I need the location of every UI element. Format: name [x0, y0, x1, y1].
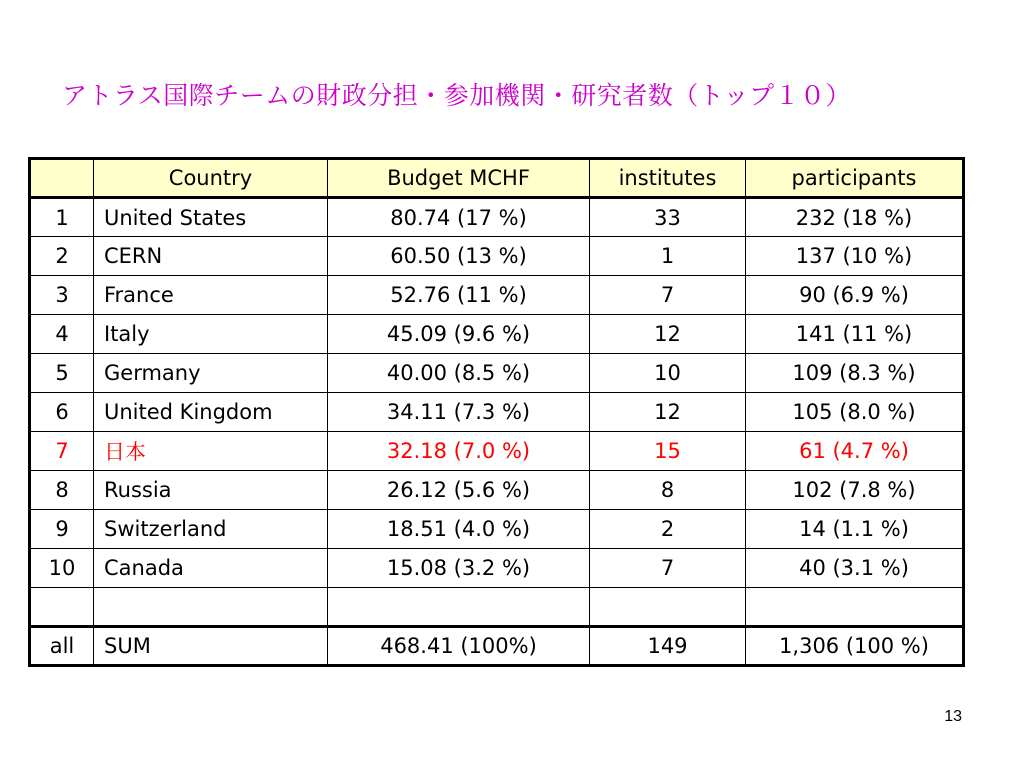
table-row: [30, 354, 964, 393]
cell-budget: 18.51 (4.0 %): [328, 510, 590, 549]
table-row: [30, 549, 964, 588]
table-row-empty: [30, 588, 964, 627]
cell-budget: 15.08 (3.2 %): [328, 549, 590, 588]
cell-participants: 102 (7.8 %): [746, 471, 964, 510]
cell-institutes: 149: [590, 627, 746, 666]
table-row-sum: [30, 627, 964, 666]
budget-table: [28, 157, 965, 667]
cell-institutes: 1: [590, 237, 746, 276]
table-header-row: [30, 159, 964, 198]
cell-institutes: 8: [590, 471, 746, 510]
table-row: [30, 198, 964, 237]
cell-country: United States: [94, 198, 328, 237]
cell-country: Switzerland: [94, 510, 328, 549]
cell-rank: [30, 588, 94, 627]
header-institutes: institutes: [590, 159, 746, 198]
cell-country: SUM: [94, 627, 328, 666]
cell-budget: 45.09 (9.6 %): [328, 315, 590, 354]
cell-rank: 2: [30, 237, 94, 276]
cell-rank: 8: [30, 471, 94, 510]
cell-participants: 61 (4.7 %): [746, 432, 964, 471]
slide-title: アトラス国際チームの財政分担・参加機関・研究者数（トップ１０）: [62, 81, 852, 110]
header-rank: [30, 159, 94, 198]
cell-rank: all: [30, 627, 94, 666]
cell-budget: 40.00 (8.5 %): [328, 354, 590, 393]
cell-participants: 105 (8.0 %): [746, 393, 964, 432]
cell-rank: 10: [30, 549, 94, 588]
page-number: 13: [944, 708, 962, 725]
table-row: [30, 276, 964, 315]
cell-country: Russia: [94, 471, 328, 510]
cell-rank: 7: [30, 432, 94, 471]
cell-budget: 52.76 (11 %): [328, 276, 590, 315]
cell-participants: 109 (8.3 %): [746, 354, 964, 393]
header-country: Country: [94, 159, 328, 198]
cell-participants: 90 (6.9 %): [746, 276, 964, 315]
cell-participants: 40 (3.1 %): [746, 549, 964, 588]
cell-institutes: 7: [590, 276, 746, 315]
cell-country: 日本: [94, 432, 328, 471]
cell-institutes: 33: [590, 198, 746, 237]
cell-country: France: [94, 276, 328, 315]
cell-budget: 80.74 (17 %): [328, 198, 590, 237]
cell-participants: 141 (11 %): [746, 315, 964, 354]
cell-country: United Kingdom: [94, 393, 328, 432]
header-budget: Budget MCHF: [328, 159, 590, 198]
cell-participants: 137 (10 %): [746, 237, 964, 276]
cell-country: Canada: [94, 549, 328, 588]
table-row: [30, 315, 964, 354]
cell-country: [94, 588, 328, 627]
table-row-highlighted: [30, 432, 964, 471]
header-participants: participants: [746, 159, 964, 198]
cell-participants: [746, 588, 964, 627]
cell-budget: 468.41 (100%): [328, 627, 590, 666]
cell-rank: 3: [30, 276, 94, 315]
cell-institutes: 7: [590, 549, 746, 588]
table-row: [30, 471, 964, 510]
cell-budget: 34.11 (7.3 %): [328, 393, 590, 432]
cell-institutes: 12: [590, 393, 746, 432]
cell-budget: 60.50 (13 %): [328, 237, 590, 276]
cell-institutes: [590, 588, 746, 627]
cell-country: Italy: [94, 315, 328, 354]
cell-rank: 4: [30, 315, 94, 354]
cell-country: CERN: [94, 237, 328, 276]
cell-institutes: 12: [590, 315, 746, 354]
cell-participants: 1,306 (100 %): [746, 627, 964, 666]
cell-rank: 9: [30, 510, 94, 549]
cell-budget: 26.12 (5.6 %): [328, 471, 590, 510]
cell-rank: 5: [30, 354, 94, 393]
cell-institutes: 10: [590, 354, 746, 393]
cell-budget: 32.18 (7.0 %): [328, 432, 590, 471]
table-row: [30, 510, 964, 549]
cell-institutes: 15: [590, 432, 746, 471]
cell-country: Germany: [94, 354, 328, 393]
table-row: [30, 237, 964, 276]
cell-participants: 14 (1.1 %): [746, 510, 964, 549]
table-row: [30, 393, 964, 432]
cell-rank: 1: [30, 198, 94, 237]
cell-participants: 232 (18 %): [746, 198, 964, 237]
cell-budget: [328, 588, 590, 627]
cell-institutes: 2: [590, 510, 746, 549]
cell-rank: 6: [30, 393, 94, 432]
